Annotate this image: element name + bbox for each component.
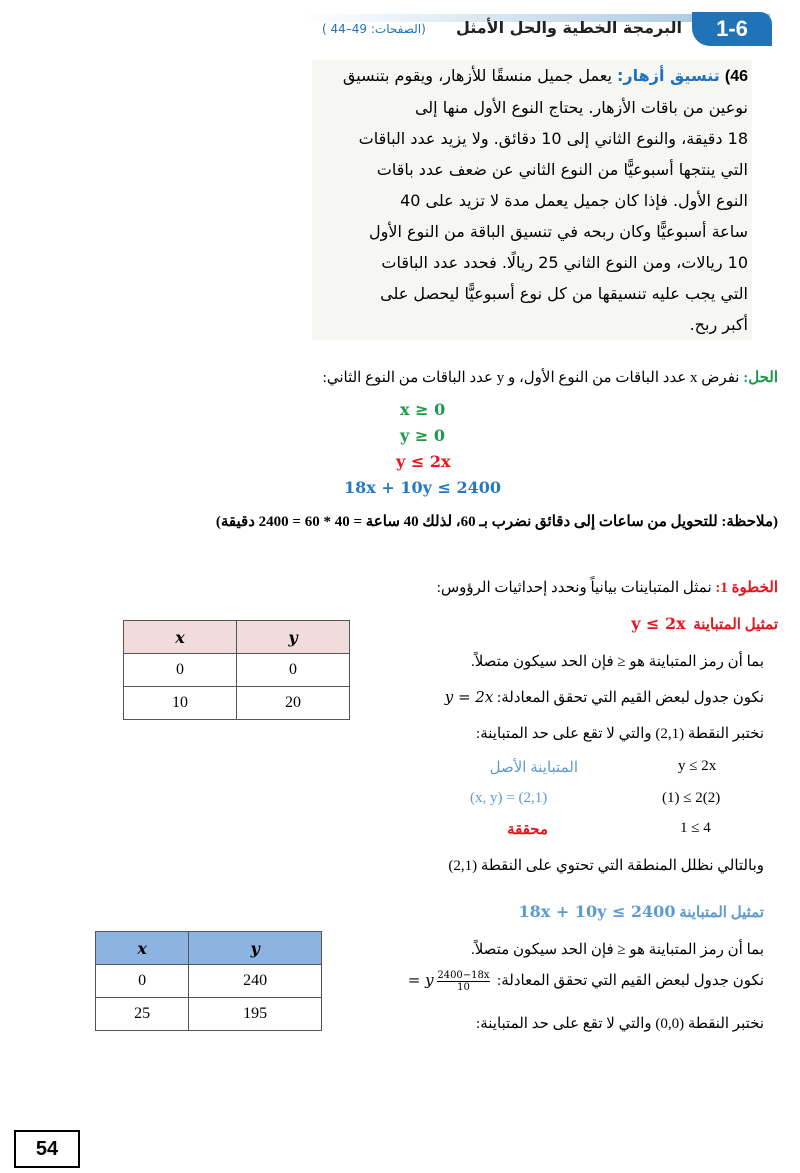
table-row (124, 687, 350, 720)
section1-equation: y = 2x (444, 688, 494, 706)
problem-line: 10 ريالات، ومن النوع الثاني 25 ريالًا. فحدد عدد الباقات (381, 253, 748, 272)
section2-equation-lhs: y = (407, 970, 434, 989)
section1-line3: نختبر النقطة (2,1) والتي لا تقع على حد المتباينة: (476, 726, 764, 742)
section1-line1: بما أن رمز المتباينة هو ≤ فإن الحد سيكون متصلاً. (470, 654, 764, 670)
table-cell: 240 (189, 965, 322, 998)
table-row (96, 998, 322, 1031)
table-cell: 0 (237, 654, 350, 687)
table-header-y: y (189, 932, 322, 965)
table-cell: 0 (96, 965, 189, 998)
note: (ملاحظة: للتحويل من ساعات إلى دقائق نضرب بـ 60، لذلك 40 ساعة = 40 * 60 = 2400 دقيقة) (215, 514, 778, 530)
table-header-x: x (96, 932, 189, 965)
constraint-y: y ≥ 0 (400, 426, 445, 445)
check-result: محققة (507, 822, 548, 838)
section2-line2 (408, 970, 764, 993)
problem-line: التي ينتجها أسبوعيًّا من النوع الثاني عن ضعف عدد باقات (376, 160, 748, 179)
problem-line: أكبر ربح. (689, 315, 748, 334)
table-row (96, 965, 322, 998)
table-cell: 10 (124, 687, 237, 720)
values-table-2 (95, 931, 322, 1031)
section1-line2-text: نكون جدول لبعض القيم التي تحقق المعادلة: (497, 690, 764, 706)
section2-fraction (437, 970, 489, 993)
section1-title-text: تمثيل المتباينة (693, 617, 778, 633)
section2-inequality: 18x + 10y ≤ 2400 (518, 902, 676, 921)
lesson-pages: (الصفحات: 49–44 ) (322, 22, 426, 36)
table-header-y: y (237, 621, 350, 654)
section2-title-text: تمثيل المتباينة (679, 905, 764, 921)
step1 (437, 578, 778, 597)
problem-line: التي يجب عليه تنسيقها من كل نوع أسبوعيًّا ليحصل على (380, 284, 748, 303)
table-row (124, 654, 350, 687)
table-cell: 25 (96, 998, 189, 1031)
section2-line2-text: نكون جدول لبعض القيم التي تحقق المعادلة: (497, 972, 764, 989)
check-left-1: y ≤ 2x (678, 758, 717, 774)
step1-label: الخطوة 1: (715, 580, 778, 596)
lesson-badge: 1-6 (692, 12, 772, 46)
section2-line1: بما أن رمز المتباينة هو ≤ فإن الحد سيكون متصلاً. (470, 942, 764, 958)
problem-number: 46) (724, 68, 748, 85)
problem-line: نوعين من باقات الأزهار. يحتاج النوع الأول منها إلى (414, 98, 748, 117)
check-left-2: (1) ≤ 2(2) (662, 790, 721, 806)
page-number: 54 (14, 1130, 80, 1168)
values-table-1 (123, 620, 350, 720)
problem-label: تنسيق أزهار: (617, 66, 720, 85)
problem-text (312, 60, 752, 340)
check-right-2: (x, y) = (2,1) (470, 790, 548, 806)
table-cell: 195 (189, 998, 322, 1031)
solution-text: نفرض x عدد الباقات من النوع الأول، و y عدد الباقات من النوع الثاني: (322, 370, 740, 386)
table-cell: 20 (237, 687, 350, 720)
check-right-1: المتباينة الأصل (489, 760, 578, 776)
solution-intro (323, 368, 778, 387)
problem-line: 18 دقيقة، والنوع الثاني إلى 10 دقائق. ولا يزيد عدد الباقات (358, 129, 748, 148)
check-left-3: 1 ≤ 4 (680, 820, 711, 836)
problem-line: ساعة أسبوعيًّا وكان ربحه في تنسيق الباقة من النوع الأول (368, 222, 748, 241)
constraint-ratio: y ≤ 2x (396, 452, 451, 471)
problem-line: النوع الأول. فإذا كان جميل يعمل مدة لا تزيد على 40 (400, 191, 748, 210)
section1-inequality: y ≤ 2x (631, 614, 686, 633)
section1-line4: وبالتالي نظلل المنطقة التي تحتوي على النقطة (2,1) (448, 858, 764, 874)
section2-line3: نختبر النقطة (0,0) والتي لا تقع على حد المتباينة: (476, 1016, 764, 1032)
table-cell: 0 (124, 654, 237, 687)
step1-text: نمثل المتباينات بيانياً ونحدد إحداثيات الرؤوس: (436, 580, 712, 596)
problem-line: يعمل جميل منسقًا للأزهار، ويقوم بتنسيق (342, 66, 612, 85)
section1-title (631, 614, 778, 634)
constraint-x: x ≥ 0 (400, 400, 446, 419)
fraction-denominator: 10 (457, 982, 470, 993)
section2-title (518, 902, 764, 922)
table-header-x: x (124, 621, 237, 654)
lesson-title: البرمجة الخطية والحل الأمثل (455, 18, 682, 37)
solution-label: الحل: (743, 370, 778, 386)
section1-line2 (445, 688, 764, 707)
fraction-numerator: 2400−18x (437, 970, 490, 981)
constraint-time: 18x + 10y ≤ 2400 (344, 478, 501, 497)
